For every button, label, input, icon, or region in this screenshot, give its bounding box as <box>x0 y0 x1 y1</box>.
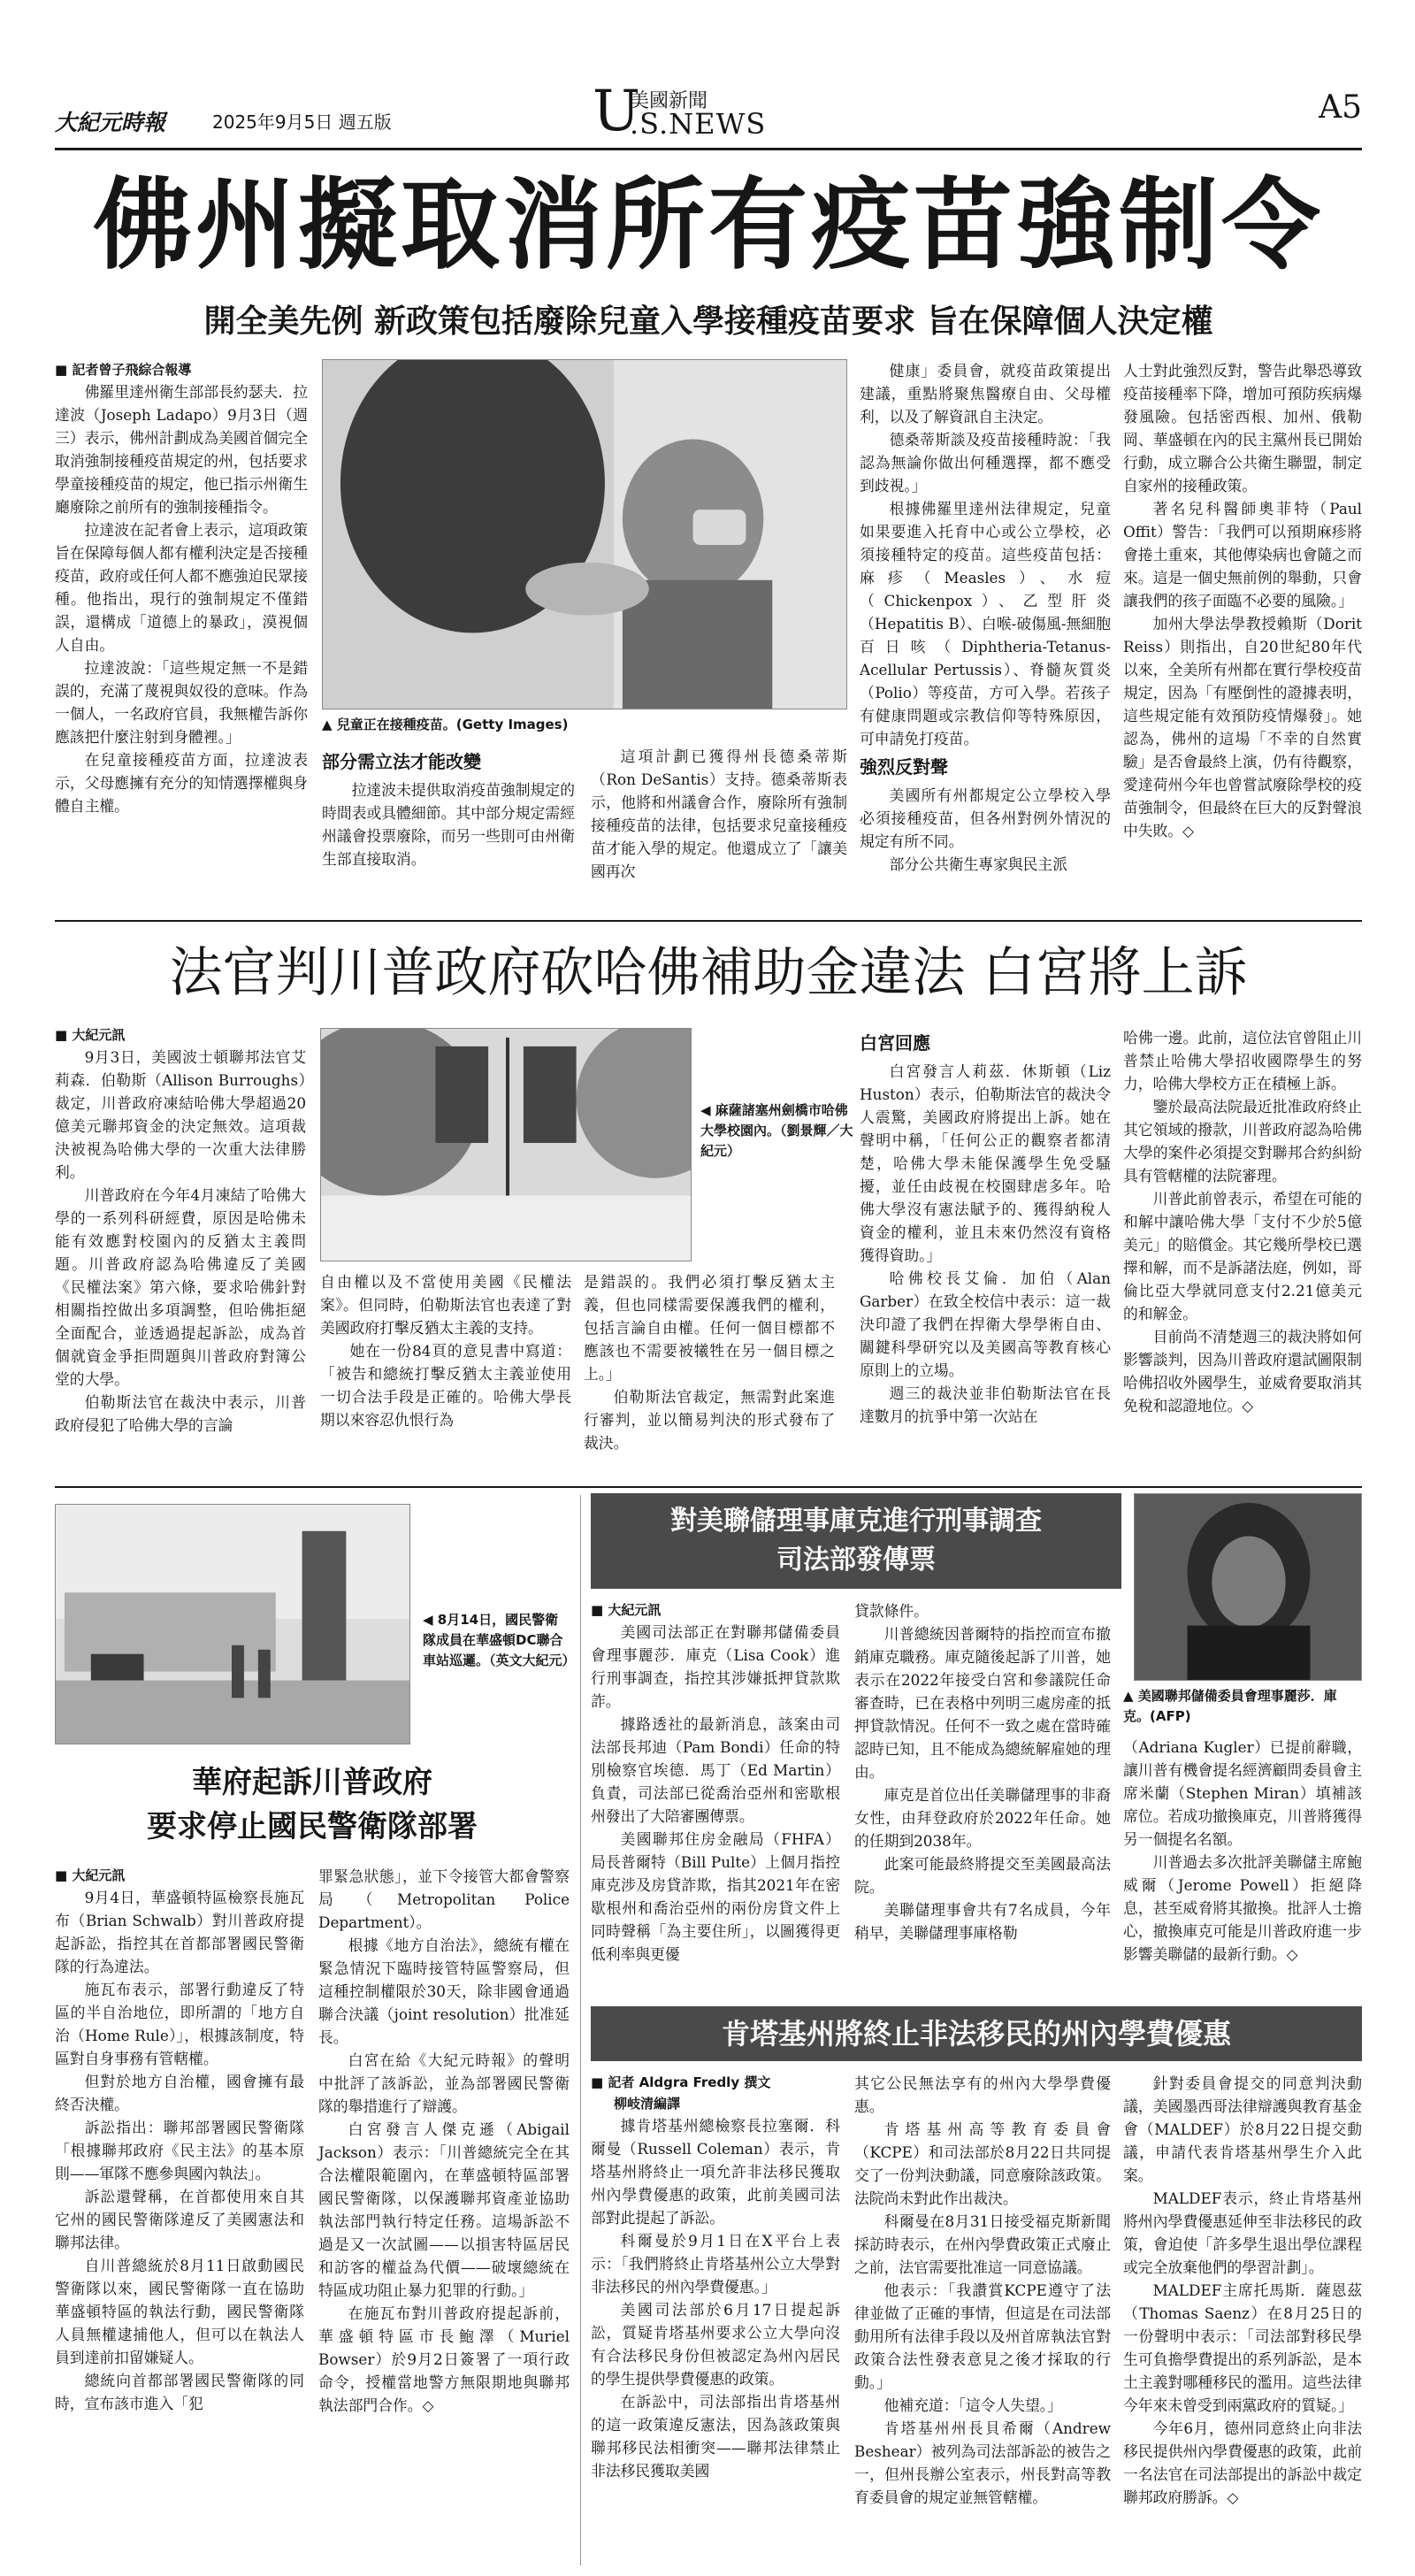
paragraph: 鑒於最高法院最近批准政府終止其它領域的撥款，川普政府認為哈佛大學的案件必須提交對聯邦合約糾紛具有管轄權的法院審理。 <box>1123 1098 1362 1184</box>
paragraph: 科爾曼於9月1日在X平台上表示：「我們將終止肯塔基州公立大學對非法移民的州內學費優惠。」 <box>591 2232 840 2296</box>
paragraph: 庫克是首位出任美聯儲理事的非裔女性，由拜登政府於2022年任命。她的任期到2038年。 <box>854 1786 1111 1850</box>
paragraph: （Adriana Kugler）已提前辭職，讓川普有機會提名經濟顧問委員會主席米蘭（Stephen Miran）填補該席位。若成功撤換庫克，川普將獲得另一個提名名額。 <box>1123 1738 1362 1848</box>
paragraph: 佛羅里達州衛生部部長約瑟夫．拉達波（Joseph Ladapo）9月3日（週三）表示，佛州計劃成為美國首個完全取消強制接種疫苗規定的州，包括要求學童接種疫苗的規定，他已指示州衛生廳廢除之前所有的強制接種指令。 <box>55 383 308 516</box>
story3-col2 <box>318 1865 570 2417</box>
paragraph: 其它公民無法享有的州內大學學費優惠。 <box>854 2074 1111 2115</box>
paragraph: 科爾曼在8月31日接受福克斯新聞採訪時表示，在州內學費政策正式廢止之前，法官需要批准這一同意協議。 <box>854 2212 1111 2276</box>
paragraph: 肯塔基州州長貝希爾（Andrew Beshear）被列為司法部訴訟的被告之一，但州長辦公室表示，州長對高等教育委員會的規定並無管轄權。 <box>854 2419 1111 2506</box>
column-divider <box>580 1495 581 2565</box>
paragraph: 在兒童接種疫苗方面，拉達波表示，父母應擁有充分的知情選擇權與身體自主權。 <box>55 751 308 815</box>
paragraph: 根據《地方自治法》，總統有權在緊急情況下臨時接管特區警察局，但這種控制權限於30天，除非國會通過聯合決議（joint resolution）批准延長。 <box>318 1936 570 2046</box>
story1-subheadline: 開全美先例 新政策包括廢除兒童入學接種疫苗要求 旨在保障個人決定權 <box>203 303 1213 340</box>
section-en: .S.NEWS <box>630 107 767 141</box>
story2-col3b <box>584 1270 835 1454</box>
section-en-u: U <box>593 79 640 144</box>
paragraph: 自由權以及不當使用美國《民權法案》。但同時，伯勒斯法官也表達了對美國政府打擊反猶太主義的支持。 <box>320 1273 571 1337</box>
paper-name: 大紀元時報 <box>55 110 166 135</box>
paragraph: 貸款條件。 <box>854 1602 929 1620</box>
paragraph: 在施瓦布對川普政府提起訴前，華盛頓特區市長鮑澤（Muriel Bowser）於9月2日簽署了一項行政命令，授權當地警方無限期地與聯邦執法部門合作。◇ <box>318 2304 570 2414</box>
story1-col5 <box>1123 359 1362 842</box>
byline: ■ 大紀元訊 <box>55 1867 126 1883</box>
paragraph: 罪緊急狀態」，並下令接管大都會警察局（Metropolitan Police Department）。 <box>318 1867 570 1931</box>
lisa-cook-photo <box>1134 1493 1362 1681</box>
masthead <box>55 79 1362 146</box>
story1-col1 <box>55 359 308 817</box>
paragraph: 美國司法部正在對聯邦儲備委員會理事麗莎．庫克（Lisa Cook）進行刑事調查，指控其涉嫌抵押貸款欺詐。 <box>591 1623 840 1710</box>
paragraph: 健康」委員會，就疫苗政策提出建議，重點將聚焦醫療自由、父母權利，以及了解資訊自主決定。 <box>860 362 1111 426</box>
paragraph: 美國司法部於6月17日提起訴訟，質疑肯塔基州要求公立大學向沒有合法移民身份但被認定為州內居民的學生提供學費優惠的政策。 <box>591 2301 840 2388</box>
paragraph: 據肯塔基州總檢察長拉塞爾．科爾曼（Russell Coleman）表示，肯塔基州將終止一項允許非法移民獲取州內學費優惠的政策，此前美國司法部對此提起了訴訟。 <box>591 2117 840 2227</box>
story1-col4 <box>860 359 1111 876</box>
paragraph: 加州大學法學教授賴斯（Dorit Reiss）則指出，自20世紀80年代以來，全美所有州都在實行學校疫苗規定，因為「有壓倒性的證據表明，這些規定能有效預防疫情爆發」。她認為，佛州的這場「不幸的自然實驗」是否會最終上演，仍有待觀察，愛達荷州今年也曾嘗試廢除學校的疫苗強制令，但最終在巨大的反對聲浪中失敗。◇ <box>1123 615 1362 840</box>
paragraph: MALDEF表示，終止肯塔基州將州內學費優惠延伸至非法移民的政策，會迫使「許多學生退出學位課程或完全放棄他們的學習計劃」。 <box>1123 2189 1362 2276</box>
headline-line: 對美聯儲理事庫克進行刑事調查 <box>670 1506 1042 1537</box>
byline: ■ 記者曾子飛綜合報導 <box>55 362 192 378</box>
byline: ■ 記者 Aldgra Fredly 撰文 <box>591 2074 771 2090</box>
paragraph: 施瓦布表示，部署行動違反了特區的半自治地位，即所謂的「地方自治（Home Rule）」，根據該制度，特區對自身事務有管轄權。 <box>55 1981 304 2067</box>
paragraph: 人士對此強烈反對，警告此舉恐導致疫苗接種率下降，增加可預防疾病爆發風險。包括密西根、加州、俄勒岡、華盛頓在內的民主黨州長已開始行動，成立聯合公共衛生聯盟，制定自家州的接種政策。 <box>1123 362 1362 494</box>
paragraph: 訴訟還聲稱，在首都使用來自其它州的國民警衛隊違反了美國憲法和聯邦法律。 <box>55 2188 304 2251</box>
paragraph: 根據佛羅里達州法律規定，兒童如果要進入托育中心或公立學校，必須接種特定的疫苗。這些疫苗包括：麻疹（Measles）、水痘（Chickenpox）、乙型肝炎（Hepatitis B）、白喉-破傷風-無細胞百日咳（Diphtheria-Tetanus-Acellular Pertussis）、脊髓灰質炎（Polio）等疫苗，方可入學。若孩子有健康問題或宗教信仰等特殊原因，可申請免打疫苗。 <box>860 500 1111 748</box>
paragraph: 川普總統因普爾特的指控而宣布撤銷庫克職務。庫克隨後起訴了川普，她表示在2022年接受白宮和參議院任命審查時，已在表格中列明三處房產的抵押貸款情況。任何不一致之處在當時確認時已知，且不能成為總統解雇她的理由。 <box>854 1625 1111 1781</box>
paragraph: 伯勒斯法官在裁決中表示，川普政府侵犯了哈佛大學的言論 <box>55 1393 306 1434</box>
paragraph: 部分公共衛生專家與民主派 <box>889 855 1067 873</box>
story2-col2b <box>320 1270 571 1431</box>
paragraph: 哈佛校長艾倫．加伯（Alan Garber）在致全校信中表示：這一裁決印證了我們在捍衛大學學術自由、關鍵科學研究以及美國高等教育核心原則上的立場。 <box>860 1269 1111 1379</box>
paragraph: 9月3日，美國波士頓聯邦法官艾莉森．伯勒斯（Allison Burroughs）裁定，川普政府凍結哈佛大學超過20億美元聯邦資金的決定無效。這項裁決被視為哈佛大學的一次重大法律勝利。 <box>55 1048 306 1181</box>
masthead-rule <box>55 148 1362 150</box>
paragraph: 訴訟指出：聯邦部署國民警衛隊「根據聯邦政府《民主法》的基本原則——軍隊不應參與國內執法」。 <box>55 2119 304 2182</box>
page-number: A5 <box>1319 89 1362 126</box>
paragraph: 針對委員會提交的同意判決動議，美國墨西哥法律辯護與教育基金會（MALDEF）於8月22日提交動議，申請代表肯塔基州學生介入此案。 <box>1123 2074 1362 2184</box>
paragraph: 總統向首都部署國民警衛隊的同時，宣布該市進入「犯 <box>55 2372 304 2412</box>
paragraph: 拉達波在記者會上表示，這項政策旨在保障每個人都有權利決定是否接種疫苗，政府或任何人都不應強迫民眾接種。他指出，現行的強制規定不僅錯誤，還構成「道德上的暴政」，漠視個人自由。 <box>55 521 308 654</box>
story5-headline-banner: 肯塔基州將終止非法移民的州內學費優惠 <box>591 2006 1362 2061</box>
subhead: 白宮回應 <box>860 1032 930 1054</box>
paragraph: 川普此前曾表示，希望在可能的和解中讓哈佛大學「支付不少於5億美元」的賠償金。其它幾所學校已選擇和解，而不是訴諸法庭，例如，哥倫比亞大學就同意支付2.21億美元的和解金。 <box>1123 1190 1362 1322</box>
paragraph: 美聯儲理事會共有7名成員，今年稍早，美聯儲理事庫格勒 <box>854 1901 1111 1942</box>
headline-line: 司法部發傳票 <box>776 1545 936 1576</box>
paragraph: 美國聯邦住房金融局（FHFA）局長普爾特（Bill Pulte）上個月指控庫克涉及房貸詐欺，指其2021年在密歇根州和喬治亞州的兩份房貸文件上同時聲稱「為主要住所」，以圖獲得更低利率與更優 <box>591 1830 840 1963</box>
paragraph: 哈佛一邊。此前，這位法官曾阻止川普禁止哈佛大學招收國際學生的努力，哈佛大學校方正在積極上訴。 <box>1123 1029 1362 1092</box>
paragraph: 白宮在給《大紀元時報》的聲明中批評了該訴訟，並為部署國民警衛隊的舉措進行了辯護。 <box>318 2051 570 2115</box>
paragraph: 伯勒斯法官裁定，無需對此案進行審判，並以簡易判決的形式發布了裁決。 <box>584 1388 835 1452</box>
story5-col3 <box>1123 2072 1362 2509</box>
paragraph: 自川普總統於8月11日啟動國民警衛隊以來，國民警衛隊一直在協助華盛頓特區的執法行動，國民警衛隊人員無權逮捕他人，但可以在執法人員到達前扣留嫌疑人。 <box>55 2257 304 2366</box>
paragraph: 這項計劃已獲得州長德桑蒂斯（Ron DeSantis）支持。德桑蒂斯表示，他將和州議會合作，廢除所有強制接種疫苗的法律，包括要求兒童接種疫苗才能入學的規定。他還成立了「讓美國再次 <box>591 748 847 880</box>
subhead: 強烈反對聲 <box>860 756 948 778</box>
paragraph: 肯塔基州高等教育委員會（KCPE）和司法部於8月22日共同提交了一份判決動議，同意廢除該政策。法院尚未對此作出裁決。 <box>854 2120 1111 2207</box>
paragraph: 德桑蒂斯談及疫苗接種時說：「我認為無論你做出何種選擇，都不應受到歧視。」 <box>860 431 1111 494</box>
byline: ■ 大紀元訊 <box>591 1602 662 1618</box>
story2-headline: 法官判川普政府砍哈佛補助金違法 白宮將上訴 <box>169 942 1248 1004</box>
story1-headline: 佛州擬取消所有疫苗強制令 <box>93 168 1324 283</box>
vaccination-photo <box>322 359 847 709</box>
paragraph: 川普過去多次批評美聯儲主席鮑威爾（Jerome Powell）拒絕降息，甚至威脅將其撤換。批評人士擔心，撤換庫克可能是川普政府進一步影響美聯儲的最新行動。◇ <box>1123 1853 1362 1963</box>
paragraph: 著名兒科醫師奧菲特（Paul Offit）警告：「我們可以預期麻疹將會捲土重來，其他傳染病也會隨之而來。這是一個史無前例的舉動，只會讓我們的孩子面臨不必要的風險。」 <box>1123 500 1362 610</box>
paragraph: 他表示：「我讚賞KCPE遵守了法律並做了正確的事情，但這是在司法部動用所有法律手段以及州首席執法官對政策合法性發表意見之後才採取的行動。」 <box>854 2281 1111 2391</box>
story4-col3 <box>1123 1736 1362 1966</box>
national-guard-photo-caption: ◀ 8月14日，國民警衛隊成員在華盛頓DC聯合車站巡邏。（英文大紀元） <box>423 1612 576 1668</box>
headline-line: 華府起訴川普政府 <box>192 1765 432 1800</box>
paragraph: 在訴訟中，司法部指出肯塔基州的這一政策違反憲法，因為該政策與聯邦移民法相衝突——聯邦法律禁止非法移民獲取美國 <box>591 2393 840 2480</box>
story1-col2b <box>322 745 575 870</box>
story2-col4 <box>860 1026 1111 1428</box>
story1-col3b <box>591 745 847 883</box>
story3-headline <box>55 1760 570 1849</box>
paragraph: 他補充道：「這令人失望。」 <box>883 2396 1062 2414</box>
paragraph: 據路透社的最新消息，該案由司法部長邦迪（Pam Bondi）任命的特別檢察官埃德．馬丁（Ed Martin）負責，司法部已從喬治亞州和密歇根州發出了大陪審團傳票。 <box>591 1715 840 1825</box>
paragraph: 拉達波說：「這些規定無一不是錯誤的，充滿了蔑視與奴役的意味。作為一個人，一名政府官員，我無權告訴你應該把什麼注射到身體裡。」 <box>55 659 308 746</box>
lisa-cook-photo-caption: ▲ 美國聯邦儲備委員會理事麗莎．庫克。(AFP) <box>1123 1688 1337 1724</box>
paragraph: 9月4日，華盛頓特區檢察長施瓦布（Brian Schwalb）對川普政府提起訴訟，指控其在首都部署國民警衛隊的行為違法。 <box>55 1889 304 1975</box>
paragraph: 目前尚不清楚週三的裁決將如何影響談判，因為川普政府還試圖限制哈佛招收外國學生，並威脅要取消其免稅和認證地位。◇ <box>1123 1328 1362 1414</box>
paragraph: 拉達波未提供取消疫苗強制規定的時間表或具體細節。其中部分規定需經州議會投票廢除，而另一些則可由州衛生部直接取消。 <box>322 781 575 868</box>
story3-col1 <box>55 1865 304 2415</box>
paragraph: 是錯誤的。我們必須打擊反猶太主義，但也同樣需要保護我們的權利，包括言論自由權。任何一個目標都不應該也不需要被犧牲在另一個目標之上。」 <box>584 1273 835 1383</box>
paragraph: 她在一份84頁的意見書中寫道：「被告和總統打擊反猶太主義並使用一切合法手段是正確的。哈佛大學長期以來容忍仇恨行為 <box>320 1342 571 1429</box>
paragraph: 但對於地方自治權，國會擁有最終否決權。 <box>55 2073 304 2113</box>
byline: ■ 大紀元訊 <box>55 1027 126 1043</box>
section-rule <box>55 920 1362 922</box>
story4-col1 <box>591 1599 840 1966</box>
story5-col2 <box>854 2072 1111 2509</box>
paragraph: 週三的裁決並非伯勒斯法官在長達數月的抗爭中第一次站在 <box>860 1384 1111 1425</box>
paragraph: 白宮發言人莉茲．休斯頓（Liz Huston）表示，伯勒斯法官的裁決令人震驚，美國政府將提出上訴。她在聲明中稱，「任何公正的觀察者都清楚，哈佛大學未能保護學生免受騷擾，並任由歧視在校園肆虐多年。哈佛大學沒有憲法賦予的、獲得納稅人資金的權利，並且未來仍然沒有資格獲得資助。」 <box>860 1062 1111 1264</box>
issue-date: 2025年9月5日 週五版 <box>212 111 392 133</box>
story2-col1 <box>55 1024 306 1437</box>
subhead: 部分需立法才能改變 <box>322 751 481 772</box>
story2-col5 <box>1123 1026 1362 1417</box>
paragraph: MALDEF主席托馬斯．薩恩茲（Thomas Saenz）在8月25日的一份聲明中表示：「司法部對移民學生可負擔學費提出的系列訴訟，是本土主義對哪種移民的濫用。這些法律今年來未曾受到兩黨政府的質疑。」 <box>1123 2281 1362 2414</box>
national-guard-photo <box>55 1504 410 1744</box>
story5-col1 <box>591 2072 840 2482</box>
byline: 柳岐清編譯 <box>614 2096 681 2112</box>
section-rule <box>55 1486 1362 1488</box>
paragraph: 此案可能最終將提交至美國最高法院。 <box>854 1855 1111 1896</box>
section-cn: 美國新聞 <box>630 90 708 112</box>
paragraph: 今年6月，德州同意終止向非法移民提供州內學費優惠的政策，此前一名法官在司法部提出的訴訟中裁定聯邦政府勝訴。◇ <box>1123 2419 1362 2506</box>
story4-headline-banner <box>591 1493 1121 1589</box>
vaccination-photo-caption: ▲ 兒童正在接種疫苗。(Getty Images) <box>322 717 569 732</box>
story4-col2 <box>854 1599 1111 1944</box>
harvard-photo <box>320 1028 692 1261</box>
paragraph: 白宮發言人傑克遜（Abigail Jackson）表示：「川普總統完全在其合法權限範圍內，在華盛頓特區部署國民警衛隊，以保護聯邦資產並協助執法部門執行特定任務。這場訴訟不過是又一次試圖——以損害特區居民和訪客的權益為代價——破壞總統在特區成功阻止暴力犯罪的行動。」 <box>318 2120 570 2299</box>
harvard-photo-caption: ◀ 麻薩諸塞州劍橋市哈佛大學校園內。（劉景輝／大紀元） <box>700 1102 853 1159</box>
paragraph: 美國所有州都規定公立學校入學必須接種疫苗，但各州對例外情況的規定有所不同。 <box>860 786 1111 850</box>
headline-line: 要求停止國民警衛隊部署 <box>147 1809 478 1844</box>
paragraph: 川普政府在今年4月凍結了哈佛大學的一系列科研經費，原因是哈佛未能有效應對校園內的反猶太主義問題。川普政府認為哈佛違反了美國《民權法案》第六條，要求哈佛針對相關指控做出多項調整，但哈佛拒絕全面配合，並透過提起訴訟，成為首個就資金爭拒問題與川普政府對簿公堂的大學。 <box>55 1186 306 1388</box>
